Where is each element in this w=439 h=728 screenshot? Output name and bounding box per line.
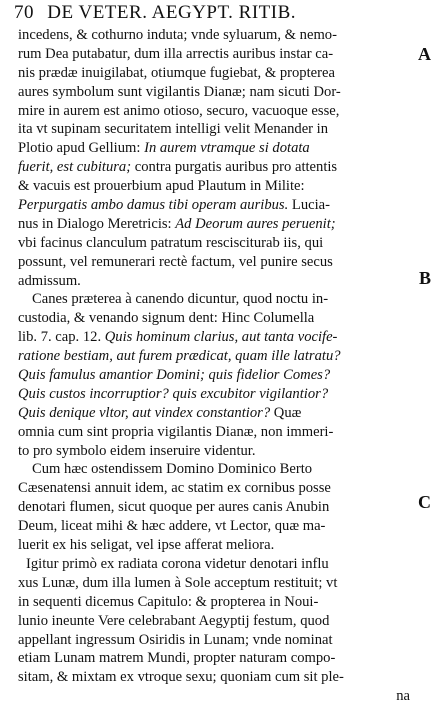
text-line: ita vt supinam securitatem intelligi velit Menander in (18, 121, 329, 138)
text-line: Deum, liceat mihi & hæc addere, vt Lector, quæ ma- (18, 518, 326, 535)
text-line: luerit ex his seligat, vel ipse afferat meliora. (18, 537, 275, 554)
text-line (18, 158, 410, 177)
text-line: mire in aurem est animo otioso, securo, vacuoque esse, (18, 102, 340, 119)
text-line (18, 196, 410, 215)
text-line: to pro symbolo eidem inseruire videntur. (18, 442, 256, 459)
text-run: lib. 7. cap. 12. (18, 329, 105, 346)
text-line: nis prædæ inuigilabat, otiumque fugiebat, & propterea (18, 64, 335, 81)
running-header (14, 2, 394, 24)
text-run: Lucia- (288, 197, 330, 214)
text-line (18, 328, 410, 347)
text-line: appellant ingressum Osiridis in Lunam; vnde nominat (18, 631, 333, 648)
text-line: Cum hæc ostendissem Domino Dominico Berto (32, 461, 313, 478)
text-line: & vacuis est prouerbium apud Plautum in Milite: (18, 178, 305, 195)
text-line: denotari flumen, sicut quoque per aures canis Anubin (18, 499, 330, 516)
text-line: Cæsenatensi annuit idem, ac statim ex cornibus posse (18, 480, 331, 497)
margin-letter-a: A (418, 44, 431, 64)
text-run: nus in Dialogo Meretricis: (18, 215, 176, 232)
text-line: Igitur primò ex radiata corona videtur denotari influ (26, 555, 329, 572)
text-run: Quæ (270, 404, 302, 421)
text-line (18, 215, 410, 234)
catchword: na (396, 688, 410, 705)
text-line: Canes præterea à canendo dicuntur, quod noctu in- (32, 291, 329, 308)
text-line: vbi facinus clanculum patratum rescisciturab iis, qui (18, 234, 324, 251)
text-line: Quis famulus amantior Domini; quis fidelior Comes? (18, 367, 331, 384)
text-line: rum Dea putabatur, dum illa arrectis auribus instar ca- (18, 45, 334, 62)
text-line: in sequenti dicemus Capitulo: & propterea in Noui- (18, 593, 319, 610)
text-line (18, 404, 410, 423)
body-text (18, 26, 410, 706)
text-line: sitam, & mixtam ex vtroque sexu; quoniam cum sit ple- (18, 669, 344, 686)
text-line: Quis custos incorruptior? quis excubitor vigilantior? (18, 385, 329, 402)
text-line: xus Lunæ, dum illa lumen à Sole acceptum restituit; vt (18, 574, 338, 591)
quotation-italic: Quis hominum clarius, aut tanta vocife- (104, 329, 338, 346)
quotation-italic: fuerit, est cubitura; (18, 159, 132, 176)
text-line: lunio ineunte Vere celebrabant Aegyptij festum, quod (18, 612, 330, 629)
text-line: incedens, & cothurno induta; vnde syluarum, & nemo- (18, 27, 337, 43)
text-line: ratione bestiam, aut furem prædicat, quam ille latratu? (18, 348, 341, 365)
text-line: possunt, vel remunerari rectè factum, vel punire secus (18, 253, 333, 270)
text-line: aures symbolum sunt vigilantis Dianæ; nam sicuti Dor- (18, 83, 341, 100)
quotation-italic: Quis denique vltor, aut vindex constantior? (18, 404, 271, 421)
text-line: admissum. (18, 272, 81, 289)
text-run: Plotio apud Gellium: (18, 140, 145, 157)
margin-letter-b: B (418, 268, 431, 288)
page-number: 70 (14, 2, 34, 23)
text-line (18, 139, 410, 158)
text-run: contra purgatis auribus pro attentis (131, 159, 338, 176)
quotation-italic: Ad Deorum aures peruenit; (175, 215, 336, 232)
text-line: etiam Lunam matrem Mundi, propter naturam compo- (18, 650, 336, 667)
text-line: custodia, & venando signum dent: Hinc Columella (18, 310, 315, 327)
running-title: DE VETER. AEGYPT. RITIB. (47, 2, 297, 23)
text-line: omnia cum sint propria vigilantis Dianæ, non immeri- (18, 423, 334, 440)
margin-letter-c: C (418, 492, 431, 512)
quotation-italic: Perpurgatis ambo damus tibi operam auribus. (18, 197, 289, 214)
quotation-italic: In aurem vtramque si dotata (144, 140, 310, 157)
